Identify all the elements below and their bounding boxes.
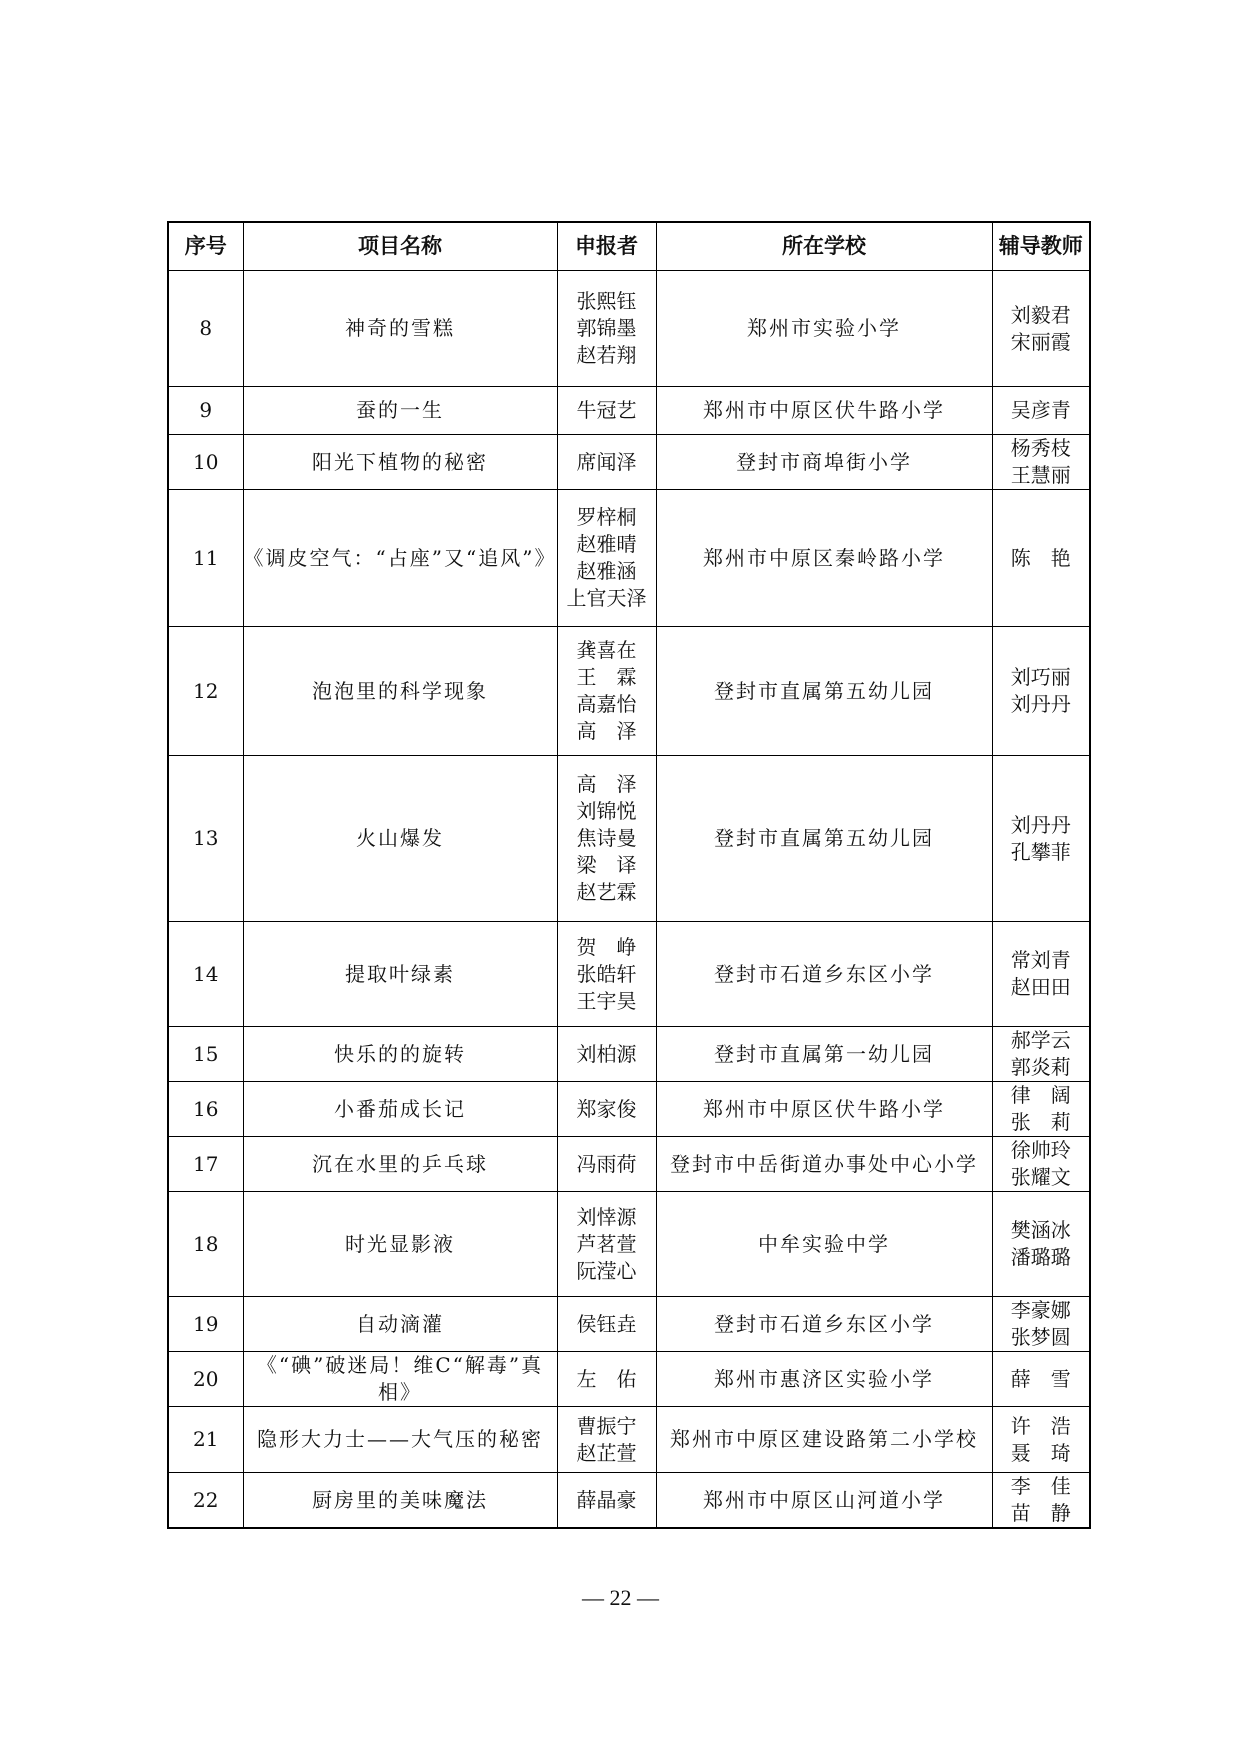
cell-applicants-item: 罗梓桐 [576, 505, 637, 529]
cell-teachers-item: 樊涵冰 [1010, 1218, 1071, 1242]
cell-school: 登封市直属第五幼儿园 [656, 756, 992, 922]
cell-applicants [557, 1407, 656, 1473]
cell-applicants [557, 1297, 656, 1352]
table-row [168, 1082, 1090, 1137]
cell-teachers-item: 常刘青 [1010, 948, 1071, 972]
page-number: — 22 — [582, 1585, 659, 1610]
table-row [168, 1027, 1090, 1082]
cell-applicants-item: 高 泽 [576, 719, 637, 743]
table-row [168, 1137, 1090, 1192]
cell-applicants [557, 1082, 656, 1137]
cell-applicants-item: 郑家俊 [576, 1096, 637, 1121]
cell-applicants [557, 1027, 656, 1082]
cell-project: 神奇的雪糕 [243, 271, 557, 387]
cell-teachers-item: 张耀文 [1010, 1165, 1071, 1189]
cell-teachers-item: 赵田田 [1010, 975, 1071, 999]
table-row [168, 1352, 1090, 1407]
cell-project: 沉在水里的乒乓球 [243, 1137, 557, 1192]
award-table [167, 221, 1091, 1529]
cell-no: 11 [168, 490, 243, 627]
cell-project: 小番茄成长记 [243, 1082, 557, 1137]
cell-project: 火山爆发 [243, 756, 557, 922]
cell-applicants-item: 侯钰垚 [576, 1311, 637, 1336]
cell-teachers [992, 1082, 1090, 1137]
cell-teachers-item: 刘毅君 [1010, 302, 1071, 327]
table-row [168, 1192, 1090, 1297]
cell-teachers-item: 刘巧丽 [1010, 665, 1071, 689]
cell-no: 10 [168, 435, 243, 490]
cell-teachers [992, 1473, 1090, 1529]
cell-no: 20 [168, 1352, 243, 1407]
cell-school: 郑州市中原区秦岭路小学 [656, 490, 992, 627]
table-row [168, 922, 1090, 1027]
cell-no: 18 [168, 1192, 243, 1297]
cell-teachers [992, 627, 1090, 756]
cell-school: 登封市直属第一幼儿园 [656, 1027, 992, 1082]
cell-teachers-item: 李豪娜 [1010, 1298, 1071, 1322]
cell-applicants [557, 1352, 656, 1407]
cell-school: 郑州市中原区建设路第二小学校 [656, 1407, 992, 1473]
header-teachers: 辅导教师 [992, 222, 1090, 271]
cell-teachers-item: 郝学云 [1010, 1028, 1071, 1052]
cell-teachers [992, 1027, 1090, 1082]
cell-teachers [992, 435, 1090, 490]
cell-teachers-item: 郭炎莉 [1010, 1055, 1071, 1079]
cell-project: 时光显影液 [243, 1192, 557, 1297]
cell-applicants-item: 焦诗曼 [576, 826, 637, 850]
cell-school: 郑州市惠济区实验小学 [656, 1352, 992, 1407]
table-row [168, 1297, 1090, 1352]
cell-teachers [992, 1352, 1090, 1407]
cell-applicants [557, 1192, 656, 1297]
cell-applicants [557, 435, 656, 490]
cell-applicants-item: 王 霖 [576, 665, 637, 689]
cell-teachers-item: 许 浩 [1010, 1413, 1071, 1438]
header-project: 项目名称 [243, 222, 557, 271]
table-row [168, 271, 1090, 387]
cell-applicants-item: 上官天泽 [566, 586, 647, 610]
table-row [168, 1473, 1090, 1529]
cell-no: 21 [168, 1407, 243, 1473]
cell-teachers-item: 徐帅玲 [1010, 1138, 1071, 1162]
table-row [168, 1407, 1090, 1473]
cell-no: 15 [168, 1027, 243, 1082]
cell-applicants-item: 张熙钰 [576, 289, 637, 313]
cell-applicants [557, 490, 656, 627]
header-school: 所在学校 [656, 222, 992, 271]
cell-applicants [557, 922, 656, 1027]
cell-applicants-item: 赵若翔 [576, 343, 637, 367]
cell-applicants-item: 张皓轩 [576, 961, 637, 986]
cell-applicants-item: 赵艺霖 [576, 880, 637, 904]
cell-teachers [992, 490, 1090, 627]
cell-project: 《“碘”破迷局！维C“解毒”真相》 [243, 1352, 557, 1407]
cell-teachers-item: 杨秀枝 [1010, 436, 1071, 460]
cell-applicants-item: 冯雨荷 [576, 1151, 637, 1176]
header-no: 序号 [168, 222, 243, 271]
cell-applicants [557, 1473, 656, 1529]
cell-applicants-item: 曹振宁 [576, 1413, 637, 1438]
cell-applicants [557, 271, 656, 387]
cell-teachers [992, 922, 1090, 1027]
cell-no: 16 [168, 1082, 243, 1137]
cell-applicants-item: 席闻泽 [576, 449, 637, 474]
cell-school: 登封市中岳街道办事处中心小学 [656, 1137, 992, 1192]
cell-teachers [992, 1137, 1090, 1192]
cell-teachers [992, 271, 1090, 387]
cell-applicants-item: 刘锦悦 [576, 799, 637, 823]
cell-applicants-item: 赵雅晴 [576, 532, 637, 556]
cell-applicants [557, 387, 656, 435]
cell-project: 阳光下植物的秘密 [243, 435, 557, 490]
cell-applicants-item: 刘柏源 [576, 1041, 637, 1066]
cell-school: 中牟实验中学 [656, 1192, 992, 1297]
table-row [168, 627, 1090, 756]
cell-applicants [557, 1137, 656, 1192]
cell-teachers [992, 1297, 1090, 1352]
cell-teachers-item: 吴彦青 [1010, 398, 1071, 422]
cell-teachers-item: 陈 艳 [1010, 545, 1071, 570]
cell-teachers [992, 756, 1090, 922]
cell-school: 郑州市实验小学 [656, 271, 992, 387]
cell-applicants-item: 高 泽 [576, 772, 637, 796]
cell-teachers [992, 387, 1090, 435]
cell-no: 17 [168, 1137, 243, 1192]
cell-teachers-item: 刘丹丹 [1010, 812, 1071, 837]
cell-teachers-item: 聂 琦 [1010, 1440, 1071, 1465]
cell-teachers-item: 苗 静 [1010, 1501, 1071, 1525]
cell-project: 提取叶绿素 [243, 922, 557, 1027]
cell-applicants-item: 赵雅涵 [576, 559, 637, 583]
cell-teachers [992, 1192, 1090, 1297]
cell-school: 郑州市中原区伏牛路小学 [656, 1082, 992, 1137]
cell-applicants-item: 郭锦墨 [576, 316, 637, 340]
cell-teachers-item: 薛 雪 [1010, 1366, 1071, 1391]
cell-applicants-item: 王宇昊 [576, 988, 637, 1013]
cell-school: 登封市石道乡东区小学 [656, 922, 992, 1027]
cell-applicants-item: 高嘉怡 [576, 692, 637, 716]
cell-applicants-item: 薛晶豪 [576, 1487, 637, 1512]
table-header-row [168, 222, 1090, 271]
cell-applicants-item: 阮滢心 [576, 1258, 637, 1283]
cell-teachers-item: 宋丽霞 [1010, 329, 1071, 354]
cell-project: 蚕的一生 [243, 387, 557, 435]
cell-no: 22 [168, 1473, 243, 1529]
cell-no: 9 [168, 387, 243, 435]
cell-applicants-item: 牛冠艺 [576, 398, 637, 422]
cell-project: 自动滴灌 [243, 1297, 557, 1352]
cell-teachers-item: 张 莉 [1010, 1110, 1071, 1134]
cell-project: 《调皮空气：“占座”又“追风”》 [243, 490, 557, 627]
cell-project: 隐形大力士——大气压的秘密 [243, 1407, 557, 1473]
cell-teachers [992, 1407, 1090, 1473]
cell-applicants-item: 龚喜在 [576, 638, 637, 662]
cell-teachers-item: 王慧丽 [1010, 463, 1071, 487]
cell-applicants-item: 梁 译 [576, 853, 637, 877]
cell-teachers-item: 潘璐璐 [1010, 1245, 1071, 1269]
cell-teachers-item: 李 佳 [1010, 1474, 1071, 1498]
table-row [168, 435, 1090, 490]
table-row [168, 490, 1090, 627]
cell-applicants-item: 左 佑 [576, 1366, 637, 1391]
cell-project: 快乐的的旋转 [243, 1027, 557, 1082]
header-applicants: 申报者 [557, 222, 656, 271]
cell-teachers-item: 律 阔 [1010, 1083, 1071, 1107]
cell-no: 14 [168, 922, 243, 1027]
cell-applicants-item: 刘悻源 [576, 1204, 637, 1229]
cell-no: 19 [168, 1297, 243, 1352]
cell-project: 厨房里的美味魔法 [243, 1473, 557, 1529]
cell-teachers-item: 张梦圆 [1010, 1325, 1071, 1349]
cell-applicants-item: 芦茗萱 [576, 1231, 637, 1256]
cell-school: 郑州市中原区伏牛路小学 [656, 387, 992, 435]
cell-applicants [557, 756, 656, 922]
cell-no: 8 [168, 271, 243, 387]
cell-school: 郑州市中原区山河道小学 [656, 1473, 992, 1529]
table-row [168, 756, 1090, 922]
cell-applicants-item: 赵芷萱 [576, 1440, 637, 1465]
table-row [168, 387, 1090, 435]
cell-school: 登封市直属第五幼儿园 [656, 627, 992, 756]
cell-no: 12 [168, 627, 243, 756]
cell-applicants [557, 627, 656, 756]
cell-project: 泡泡里的科学现象 [243, 627, 557, 756]
cell-teachers-item: 刘丹丹 [1010, 692, 1071, 716]
cell-school: 登封市商埠街小学 [656, 435, 992, 490]
cell-no: 13 [168, 756, 243, 922]
cell-applicants-item: 贺 峥 [576, 934, 637, 959]
cell-teachers-item: 孔攀菲 [1010, 839, 1071, 864]
cell-school: 登封市石道乡东区小学 [656, 1297, 992, 1352]
